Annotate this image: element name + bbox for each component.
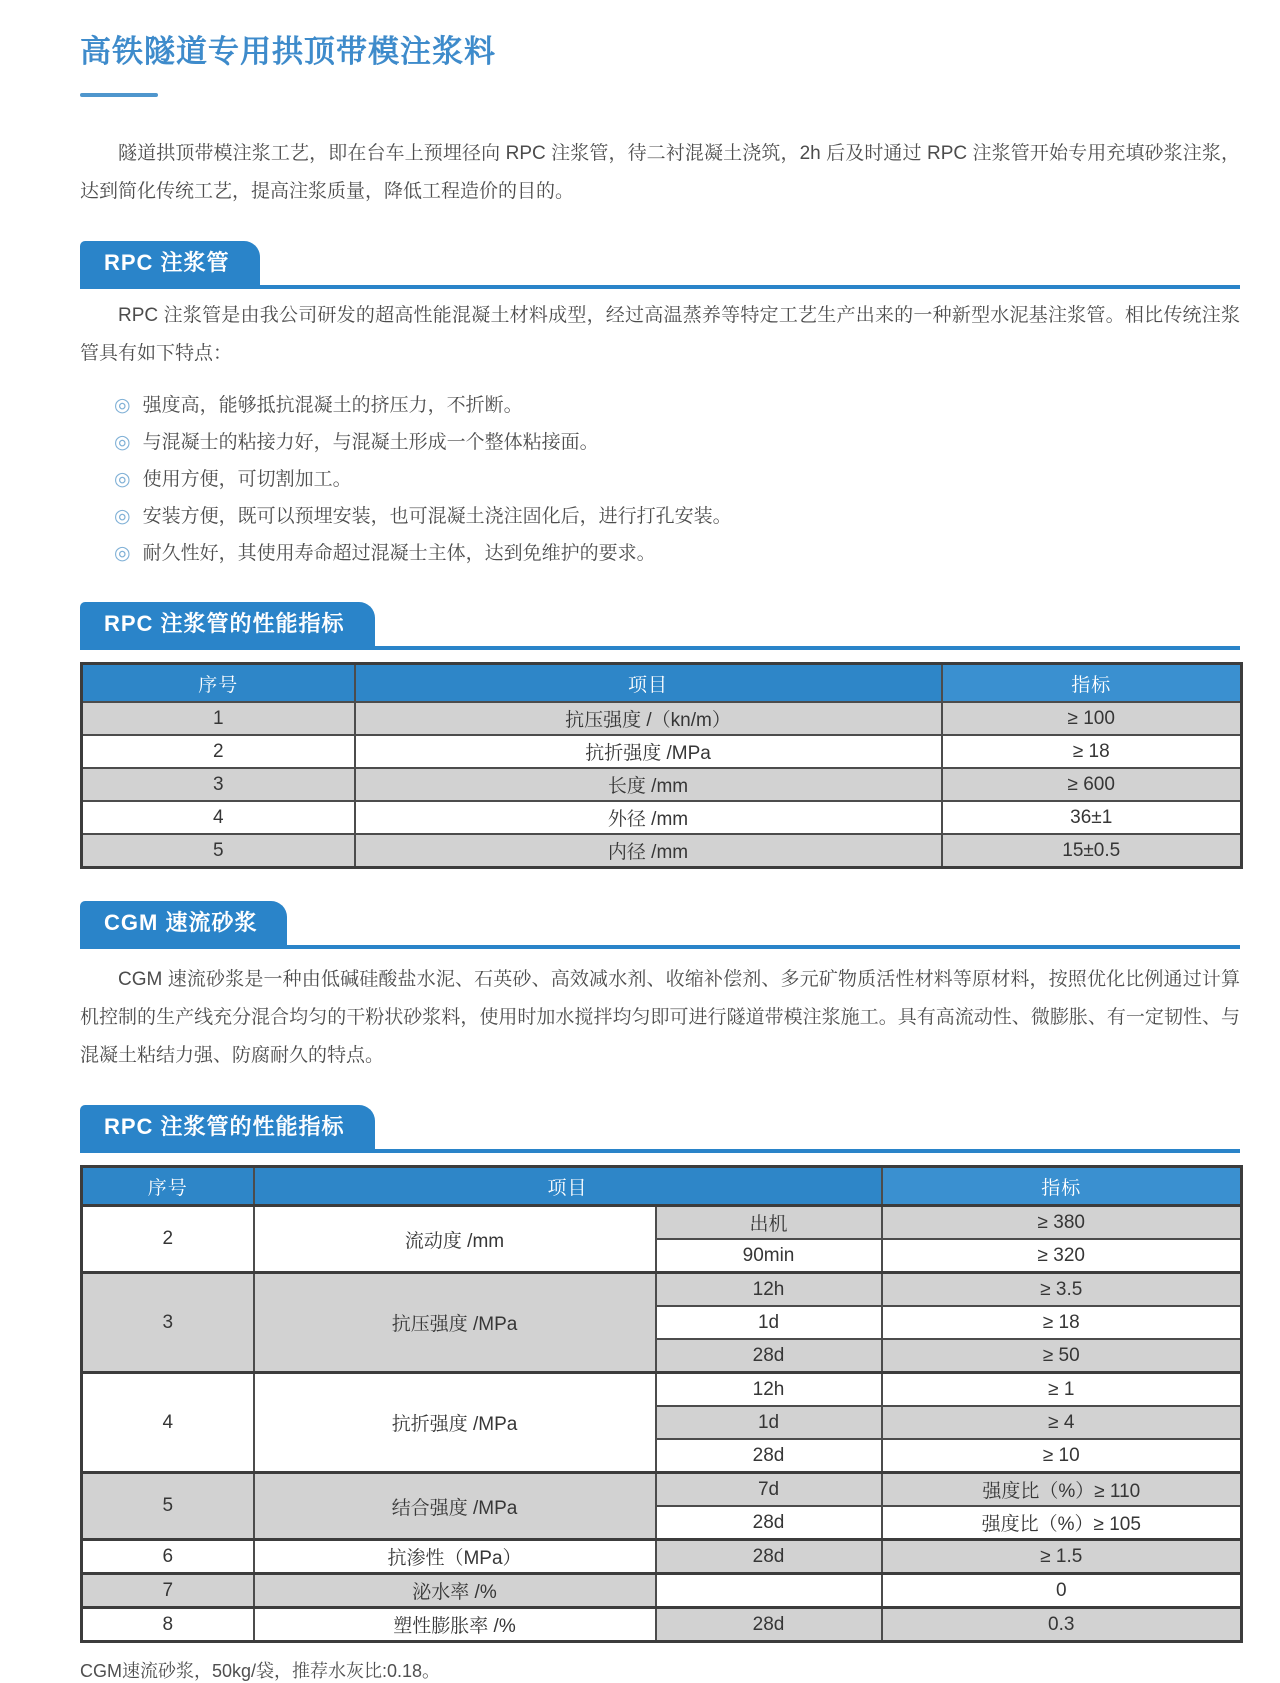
- list-item: [114, 424, 1240, 461]
- cell-condition: 28d: [656, 1540, 882, 1574]
- list-item-label: 与混凝士的粘接力好，与混凝土形成一个整体粘接面。: [142, 432, 599, 453]
- cell-item: 外径 /mm: [355, 801, 942, 834]
- cell-item: 抗渗性（MPa）: [254, 1540, 656, 1574]
- list-item: [114, 498, 1240, 535]
- cell-condition: 90min: [656, 1239, 882, 1273]
- intro-paragraph: 隧道拱顶带模注浆工艺，即在台车上预埋径向 RPC 注浆管，待二衬混凝土浇筑，2h 后及时通过 RPC 注浆管开始专用充填砂浆注浆，达到简化传统工艺，提高注浆质量，降低工程造价的目的。: [80, 143, 1240, 202]
- cell-value: ≥ 1: [882, 1373, 1242, 1407]
- cell-item: 抗折强度 /MPa: [355, 735, 942, 768]
- cell-value: ≥ 10: [882, 1439, 1242, 1473]
- table-row: [82, 702, 1242, 735]
- rpc-specs-table: [80, 662, 1243, 869]
- cell-value: ≥ 50: [882, 1339, 1242, 1373]
- cell-value: ≥ 18: [882, 1306, 1242, 1339]
- table-row: [82, 1540, 1242, 1574]
- bullet-icon: ◎: [114, 469, 131, 490]
- cell-no: 4: [82, 1373, 254, 1473]
- footer-note: CGM速流砂浆，50kg/袋，推荐水灰比:0.18。: [80, 1661, 441, 1681]
- section-banner-rule: [80, 1149, 1240, 1153]
- table-row: [82, 1206, 1242, 1240]
- cell-value: 强度比（%）≥ 110: [882, 1473, 1242, 1507]
- cell-item: 抗压强度 /MPa: [254, 1273, 656, 1373]
- section-banner-cgm-specs-label: RPC 注浆管的性能指标: [80, 1105, 375, 1149]
- cell-item: 抗压强度 /（kn/m）: [355, 702, 942, 735]
- cell-condition: 1d: [656, 1406, 882, 1439]
- column-header: 序号: [82, 1167, 254, 1206]
- page-title: 高铁隧道专用拱顶带模注浆料: [80, 34, 496, 69]
- cgm-specs-table: [80, 1165, 1243, 1643]
- table-header-row: [82, 1167, 1242, 1206]
- section-banner-rule: [80, 646, 1240, 650]
- table-row: [82, 1574, 1242, 1608]
- cell-item: 抗折强度 /MPa: [254, 1373, 656, 1473]
- table-row: [82, 1373, 1242, 1407]
- table-row: [82, 1273, 1242, 1307]
- section-banner-rpc-specs: [80, 602, 1240, 650]
- table-row: [82, 801, 1242, 834]
- cell-item: 泌水率 /%: [254, 1574, 656, 1608]
- cell-value: ≥ 18: [942, 735, 1242, 768]
- column-header: 项目: [355, 664, 942, 703]
- cell-no: 8: [82, 1608, 254, 1642]
- cell-condition: 28d: [656, 1439, 882, 1473]
- cell-value: ≥ 100: [942, 702, 1242, 735]
- cell-no: 3: [82, 1273, 254, 1373]
- cell-condition: 28d: [656, 1608, 882, 1642]
- table-header-row: [82, 664, 1242, 703]
- cell-item: 内径 /mm: [355, 834, 942, 868]
- section-banner-cgm: [80, 901, 1240, 949]
- section-banner-rule: [80, 285, 1240, 289]
- column-header: 指标: [942, 664, 1242, 703]
- cell-value: ≥ 380: [882, 1206, 1242, 1240]
- section-banner-rpc: [80, 241, 1240, 289]
- cell-value: ≥ 320: [882, 1239, 1242, 1273]
- cell-no: 1: [82, 702, 355, 735]
- list-item-label: 强度高，能够抵抗混凝土的挤压力，不折断。: [142, 395, 523, 416]
- section-banner-cgm-specs: [80, 1105, 1240, 1153]
- cell-condition: 1d: [656, 1306, 882, 1339]
- table-row: [82, 735, 1242, 768]
- list-item-label: 安装方便，既可以预埋安装，也可混凝土浇注固化后，进行打孔安装。: [142, 506, 732, 527]
- cell-no: 5: [82, 834, 355, 868]
- rpc-feature-list: [80, 387, 1240, 572]
- column-header: 项目: [254, 1167, 882, 1206]
- cell-condition: 出机: [656, 1206, 882, 1240]
- column-header: 序号: [82, 664, 355, 703]
- cell-value: ≥ 4: [882, 1406, 1242, 1439]
- bullet-icon: ◎: [114, 543, 131, 564]
- cell-value: ≥ 3.5: [882, 1273, 1242, 1307]
- cell-no: 6: [82, 1540, 254, 1574]
- cell-value: 15±0.5: [942, 834, 1242, 868]
- title-underline: [80, 93, 158, 97]
- cell-no: 4: [82, 801, 355, 834]
- cgm-paragraph: CGM 速流砂浆是一种由低碱硅酸盐水泥、石英砂、高效减水剂、收缩补偿剂、多元矿物质活性材料等原材料，按照优化比例通过计算机控制的生产线充分混合均匀的干粉状砂浆料，使用时加水搅拌均匀即可进行隧道带模注浆施工。具有高流动性、微膨胀、有一定韧性、与混凝土粘结力强、防腐耐久的特点。: [80, 969, 1240, 1066]
- cell-item: 长度 /mm: [355, 768, 942, 801]
- cell-item: 结合强度 /MPa: [254, 1473, 656, 1540]
- cell-condition: 28d: [656, 1339, 882, 1373]
- cell-value: 强度比（%）≥ 105: [882, 1506, 1242, 1540]
- table-row: [82, 1473, 1242, 1507]
- cell-value: 36±1: [942, 801, 1242, 834]
- bullet-icon: ◎: [114, 432, 131, 453]
- cell-value: 0.3: [882, 1608, 1242, 1642]
- table-row: [82, 1608, 1242, 1642]
- cell-no: 2: [82, 735, 355, 768]
- bullet-icon: ◎: [114, 395, 131, 416]
- cell-condition: 28d: [656, 1506, 882, 1540]
- cell-item: 塑性膨胀率 /%: [254, 1608, 656, 1642]
- list-item: [114, 535, 1240, 572]
- table-row: [82, 834, 1242, 868]
- cell-condition: 12h: [656, 1373, 882, 1407]
- section-banner-rule: [80, 945, 1240, 949]
- cell-no: 5: [82, 1473, 254, 1540]
- cell-no: 2: [82, 1206, 254, 1273]
- section-banner-cgm-label: CGM 速流砂浆: [80, 901, 287, 945]
- cell-value: ≥ 1.5: [882, 1540, 1242, 1574]
- list-item-label: 耐久性好，其使用寿命超过混凝士主体，达到免维护的要求。: [142, 543, 656, 564]
- list-item: [114, 387, 1240, 424]
- cell-item: 流动度 /mm: [254, 1206, 656, 1273]
- table-row: [82, 768, 1242, 801]
- list-item: [114, 461, 1240, 498]
- cell-value: 0: [882, 1574, 1242, 1608]
- cell-condition: 7d: [656, 1473, 882, 1507]
- bullet-icon: ◎: [114, 506, 131, 527]
- rpc-paragraph: RPC 注浆管是由我公司研发的超高性能混凝土材料成型，经过高温蒸养等特定工艺生产出来的一种新型水泥基注浆管。相比传统注浆管具有如下特点：: [80, 305, 1240, 364]
- list-item-label: 使用方便，可切割加工。: [142, 469, 352, 490]
- cell-condition: 12h: [656, 1273, 882, 1307]
- section-banner-rpc-specs-label: RPC 注浆管的性能指标: [80, 602, 375, 646]
- cell-no: 7: [82, 1574, 254, 1608]
- cell-condition: [656, 1574, 882, 1608]
- cell-value: ≥ 600: [942, 768, 1242, 801]
- section-banner-rpc-label: RPC 注浆管: [80, 241, 260, 285]
- column-header: 指标: [882, 1167, 1242, 1206]
- cell-no: 3: [82, 768, 355, 801]
